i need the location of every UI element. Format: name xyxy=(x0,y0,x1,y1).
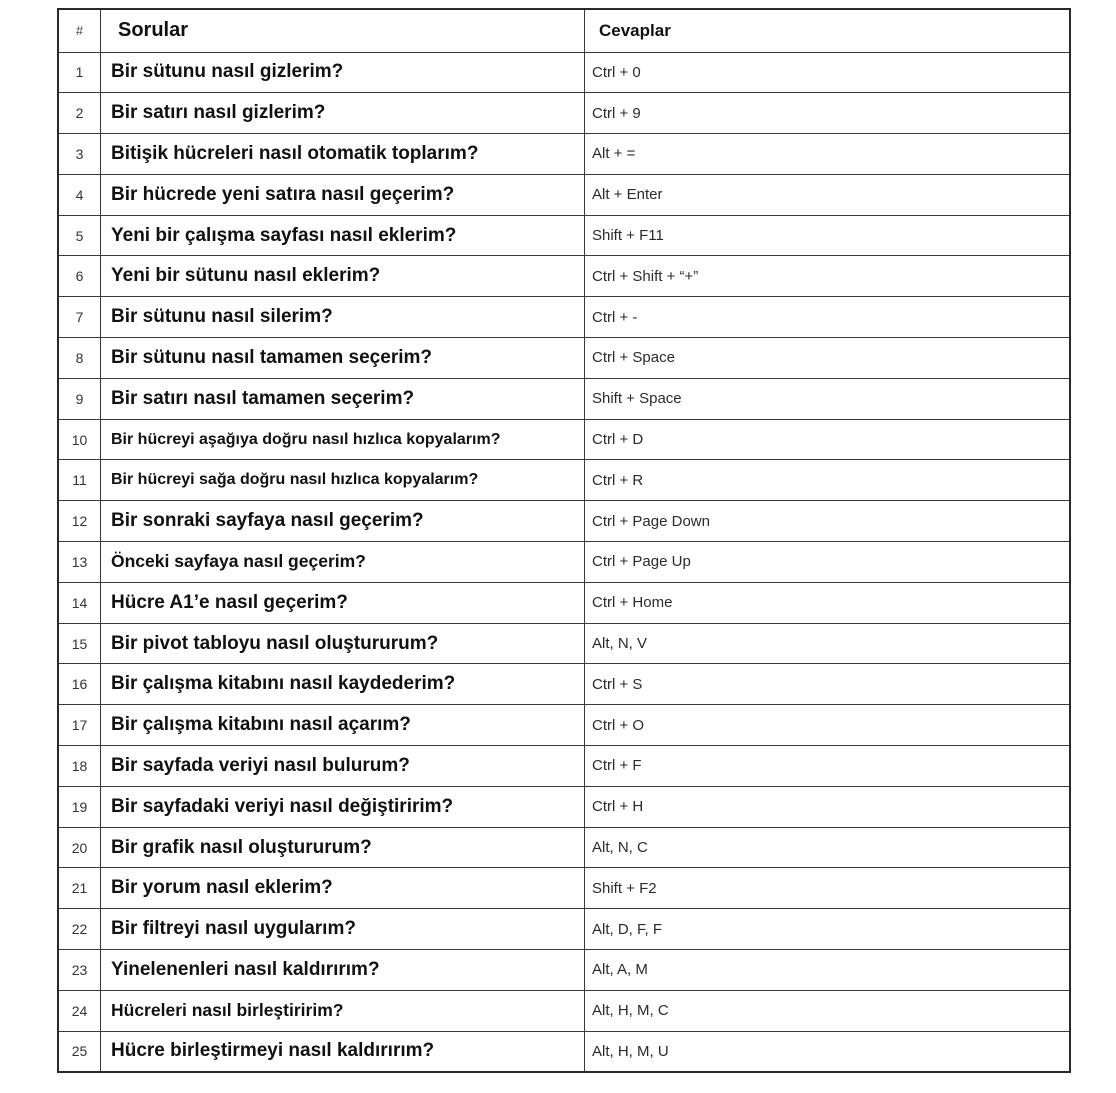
header-answers: Cevaplar xyxy=(585,9,1071,52)
row-number: 22 xyxy=(58,909,101,950)
answer-cell: Ctrl + - xyxy=(585,297,1071,338)
header-row xyxy=(58,9,1070,52)
row-number: 1 xyxy=(58,52,101,93)
row-number: 11 xyxy=(58,460,101,501)
question-cell: Bir pivot tabloyu nasıl oluştururum? xyxy=(101,623,585,664)
table-row xyxy=(58,990,1070,1031)
table-row xyxy=(58,174,1070,215)
question-cell: Bir grafik nasıl oluştururum? xyxy=(101,827,585,868)
header-questions: Sorular xyxy=(101,9,585,52)
question-cell: Önceki sayfaya nasıl geçerim? xyxy=(101,542,585,583)
row-number: 15 xyxy=(58,623,101,664)
row-number: 2 xyxy=(58,93,101,134)
row-number: 9 xyxy=(58,378,101,419)
question-cell: Bir sayfada veriyi nasıl bulurum? xyxy=(101,746,585,787)
answer-cell: Shift + F2 xyxy=(585,868,1071,909)
question-cell: Bir yorum nasıl eklerim? xyxy=(101,868,585,909)
answer-cell: Alt, H, M, U xyxy=(585,1031,1071,1072)
question-cell: Bir satırı nasıl gizlerim? xyxy=(101,93,585,134)
question-cell: Yeni bir sütunu nasıl eklerim? xyxy=(101,256,585,297)
table-row xyxy=(58,950,1070,991)
row-number: 14 xyxy=(58,582,101,623)
answer-cell: Ctrl + Page Down xyxy=(585,501,1071,542)
question-cell: Bir çalışma kitabını nasıl açarım? xyxy=(101,705,585,746)
question-cell: Bir çalışma kitabını nasıl kaydederim? xyxy=(101,664,585,705)
row-number: 7 xyxy=(58,297,101,338)
answer-cell: Alt, A, M xyxy=(585,950,1071,991)
header-number: # xyxy=(58,9,101,52)
question-cell: Yeni bir çalışma sayfası nasıl eklerim? xyxy=(101,215,585,256)
answer-cell: Ctrl + Space xyxy=(585,338,1071,379)
question-cell: Bir sütunu nasıl gizlerim? xyxy=(101,52,585,93)
row-number: 21 xyxy=(58,868,101,909)
table-row xyxy=(58,1031,1070,1072)
answer-cell: Alt, H, M, C xyxy=(585,990,1071,1031)
answer-cell: Ctrl + R xyxy=(585,460,1071,501)
table-row xyxy=(58,52,1070,93)
row-number: 18 xyxy=(58,746,101,787)
answer-cell: Ctrl + F xyxy=(585,746,1071,787)
row-number: 25 xyxy=(58,1031,101,1072)
table-row xyxy=(58,786,1070,827)
table-row xyxy=(58,378,1070,419)
question-cell: Yinelenenleri nasıl kaldırırım? xyxy=(101,950,585,991)
answer-cell: Ctrl + Shift + “+” xyxy=(585,256,1071,297)
table-row xyxy=(58,93,1070,134)
row-number: 24 xyxy=(58,990,101,1031)
question-cell: Bir filtreyi nasıl uygularım? xyxy=(101,909,585,950)
row-number: 20 xyxy=(58,827,101,868)
answer-cell: Ctrl + H xyxy=(585,786,1071,827)
row-number: 5 xyxy=(58,215,101,256)
table-row xyxy=(58,664,1070,705)
table-row xyxy=(58,460,1070,501)
question-cell: Hücre A1’e nasıl geçerim? xyxy=(101,582,585,623)
table-row xyxy=(58,582,1070,623)
table-row xyxy=(58,134,1070,175)
answer-cell: Ctrl + S xyxy=(585,664,1071,705)
table-row xyxy=(58,215,1070,256)
answer-cell: Alt, N, C xyxy=(585,827,1071,868)
table-row xyxy=(58,338,1070,379)
table-row xyxy=(58,419,1070,460)
answer-cell: Ctrl + O xyxy=(585,705,1071,746)
row-number: 8 xyxy=(58,338,101,379)
row-number: 16 xyxy=(58,664,101,705)
table-row xyxy=(58,868,1070,909)
question-cell: Hücreleri nasıl birleştiririm? xyxy=(101,990,585,1031)
question-cell: Bir sayfadaki veriyi nasıl değiştiririm? xyxy=(101,786,585,827)
answer-cell: Ctrl + Home xyxy=(585,582,1071,623)
row-number: 17 xyxy=(58,705,101,746)
table-row xyxy=(58,542,1070,583)
row-number: 4 xyxy=(58,174,101,215)
question-cell: Bir sütunu nasıl silerim? xyxy=(101,297,585,338)
row-number: 19 xyxy=(58,786,101,827)
question-cell: Bir hücreyi aşağıya doğru nasıl hızlıca kopyalarım? xyxy=(101,419,585,460)
table-row xyxy=(58,297,1070,338)
answer-cell: Alt, N, V xyxy=(585,623,1071,664)
answer-cell: Ctrl + 0 xyxy=(585,52,1071,93)
table-row xyxy=(58,256,1070,297)
question-cell: Bitişik hücreleri nasıl otomatik toplarım? xyxy=(101,134,585,175)
table-row xyxy=(58,623,1070,664)
row-number: 23 xyxy=(58,950,101,991)
table-row xyxy=(58,705,1070,746)
question-cell: Bir sonraki sayfaya nasıl geçerim? xyxy=(101,501,585,542)
row-number: 12 xyxy=(58,501,101,542)
answer-cell: Ctrl + D xyxy=(585,419,1071,460)
table-row xyxy=(58,501,1070,542)
question-cell: Bir sütunu nasıl tamamen seçerim? xyxy=(101,338,585,379)
table-row xyxy=(58,746,1070,787)
table-row xyxy=(58,827,1070,868)
question-cell: Hücre birleştirmeyi nasıl kaldırırım? xyxy=(101,1031,585,1072)
question-cell: Bir satırı nasıl tamamen seçerim? xyxy=(101,378,585,419)
answer-cell: Ctrl + 9 xyxy=(585,93,1071,134)
question-cell: Bir hücrede yeni satıra nasıl geçerim? xyxy=(101,174,585,215)
answer-cell: Ctrl + Page Up xyxy=(585,542,1071,583)
answer-cell: Alt + = xyxy=(585,134,1071,175)
table-row xyxy=(58,909,1070,950)
row-number: 6 xyxy=(58,256,101,297)
row-number: 13 xyxy=(58,542,101,583)
row-number: 10 xyxy=(58,419,101,460)
answer-cell: Alt, D, F, F xyxy=(585,909,1071,950)
question-cell: Bir hücreyi sağa doğru nasıl hızlıca kopyalarım? xyxy=(101,460,585,501)
shortcut-table xyxy=(57,8,1071,1073)
answer-cell: Shift + Space xyxy=(585,378,1071,419)
answer-cell: Shift + F11 xyxy=(585,215,1071,256)
row-number: 3 xyxy=(58,134,101,175)
answer-cell: Alt + Enter xyxy=(585,174,1071,215)
